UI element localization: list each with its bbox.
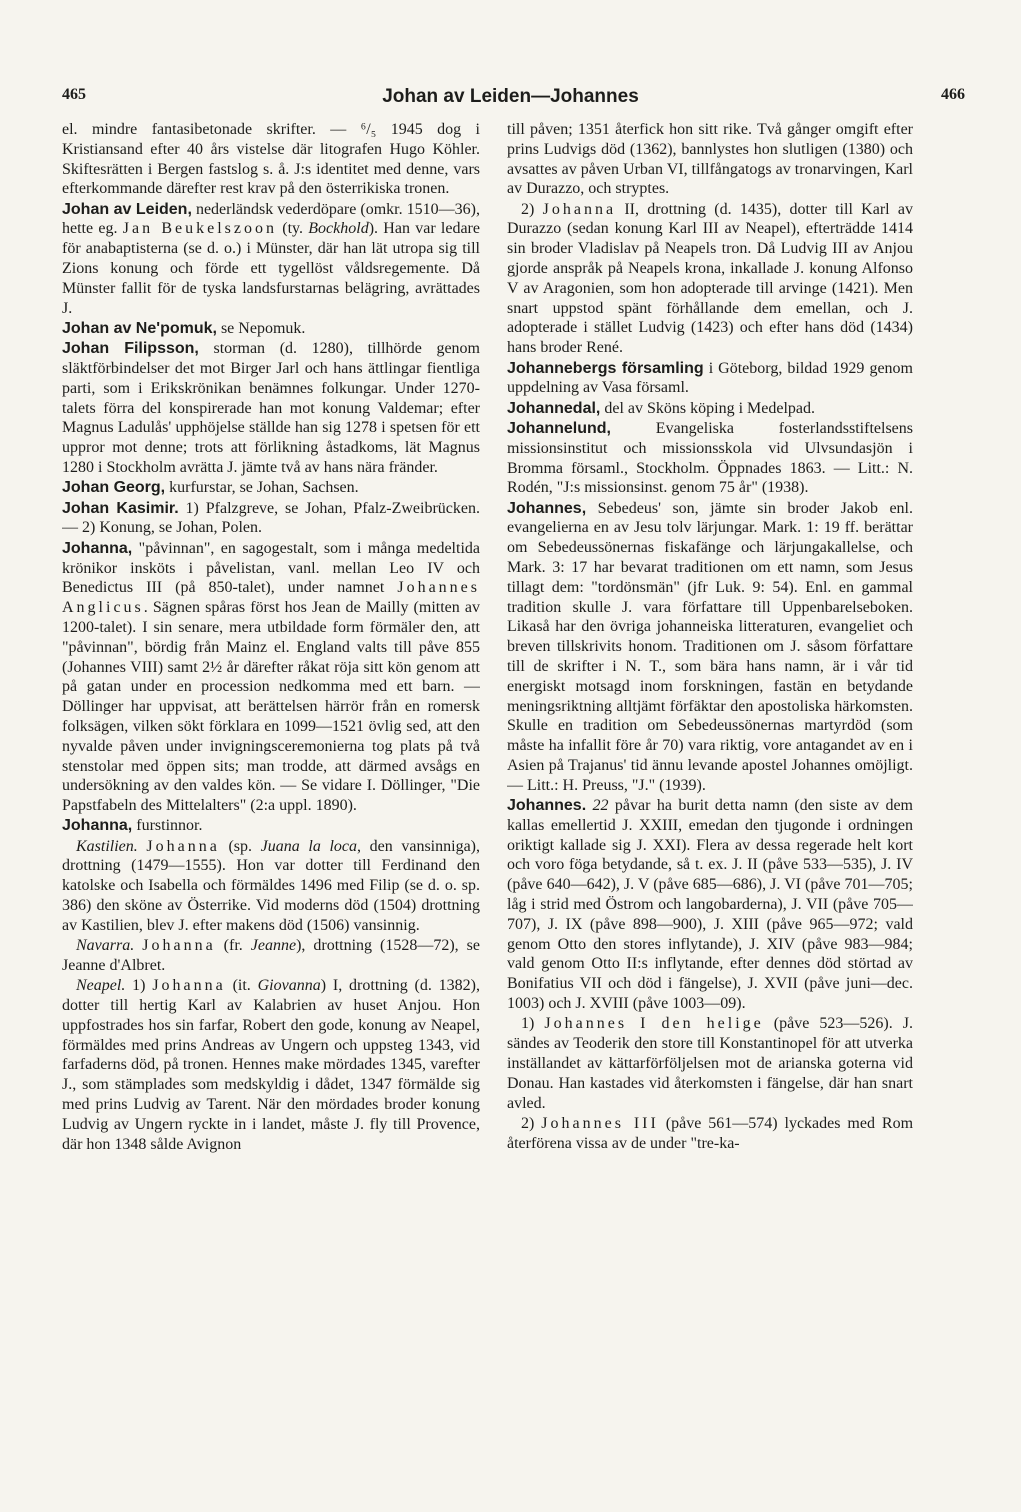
running-title: Johan av Leiden—Johannes [382, 86, 639, 107]
entry-text: (sp. [219, 837, 261, 855]
right-page-number: 466 [941, 86, 965, 103]
entry-headword: Johanna, [62, 817, 133, 835]
entry-headword: Johannes. [507, 797, 587, 815]
spaced-name: Johannes III [541, 1114, 659, 1132]
left-page-number: 465 [62, 86, 86, 103]
entry-headword: Johan Filipsson, [62, 340, 199, 358]
entry-headword: Johan Georg, [62, 479, 166, 497]
entry-text: påvar ha burit detta namn (den siste av dem kallas emellertid J. XXIII, emedan den tjugonde i ordningen oriktigt kallade sig J. XXI). Flera av dessa regerade helt kort och voro föga betydande, så t. ex. J. II (påve 533—535), J. IV (påve 640—642), J. V (påve 685—686), J. VI (påve 701—705; låg i strid med Östrom och langobarderna), J. VII (påve 705—707), J. IX (påve 898—900), J. XIII (påve 965—972; vald genom Otto den stores inflytande), J. XIV (påve 983—984; vald genom Otto II:s inflytande, efter dennes död störtad av Bonifatius VII och död i fängelse), J. XVII (påve juni—dec. 1003) och J. XVIII (påve 1003—09). [507, 797, 913, 1013]
spaced-name: Jan Beukelszoon [122, 220, 277, 238]
entry-text: 1) [521, 1015, 545, 1033]
italic-text: Bockhold [308, 220, 369, 238]
entry-headword: Johan Kasimir. [62, 499, 179, 517]
entry-paragraph [62, 976, 480, 1154]
spaced-name: Johanna [542, 200, 617, 218]
entry-paragraph [507, 1014, 913, 1113]
entry-text: (ty. [276, 220, 309, 238]
entry-paragraph [507, 359, 913, 399]
page-header [0, 78, 1021, 108]
italic-text: Giovanna [257, 977, 321, 995]
entry-headword: Johan av Ne'pomuk, [62, 319, 217, 337]
entry-text: , den vansinniga), drottning (1479—1555). Hon var dotter till Ferdinand den katolske och Isabella och förmäldes 1496 med Filip (se d. o. sp. 386) den sköne av Österrike. Vid moderns död (1504) drottning av Kastilien, blev J. efter makens död (1506) vansinnig. [62, 837, 480, 934]
entry-paragraph [62, 120, 480, 199]
italic-text: 22 [592, 797, 609, 815]
entry-text: (it. [225, 977, 258, 995]
entry-paragraph [62, 499, 480, 539]
entry-paragraph [62, 319, 480, 339]
entry-text: del av Sköns köping i Medelpad. [600, 399, 815, 417]
entry-text: Evangeliska fosterlandsstiftelsens missionsinstitut och missionsskola vid Ulvsundasjön i Bromma församl., Stockholm. Öppnades 1863. — Litt.: N. Rodén, "J:s missionsinst. genom 75 år" (1938). [507, 419, 913, 497]
entry-headword: Johannelund, [507, 419, 611, 437]
entry-headword: Johannedal, [507, 399, 601, 417]
entry-paragraph [62, 936, 480, 976]
spaced-name: Johanna [142, 937, 216, 955]
entry-text: 1) Pfalzgreve, se Johan, Pfalz-Zweibrücken. — 2) Konung, se Johan, Polen. [62, 499, 480, 537]
spaced-name: Johannes I den helige [544, 1015, 764, 1033]
spaced-name: Johanna [146, 837, 220, 855]
entry-text: till påven; 1351 återfick hon sitt rike. Två gånger omgift efter prins Ludvigs död (1362), bannlystes hon slutligen (1380) och avsattes av påven Urban VI, tillfångatogs av tronarvingen, Karl av Durazzo, och stryptes. [507, 121, 913, 198]
entry-text: . Sägnen spåras först hos Jean de Mailly (mitten av 1200-talet). I sin senare, mera utbildade form förmäler den, att "påvinnan", bördig från Mainz el. England valts till påve 855 (Johannes VIII) samt 2½ år därefter råkat röja sitt kön genom att på gatan under en procession nedkomma med ett barn. — Döllinger har uppvisat, att berättelsen härrör från en romersk folksägen, vilken sökt förklara en 1099—1521 övlig sed, att den nyvalde påven under invigningsceremonierna tog plats på två stenstolar med öppen sits; man trodde, att därmed avsågs en undersökning av den valdes kön. — Se vidare I. Döllinger, "Die Papstfabeln des Mittelalters" (2:a uppl. 1890). [62, 599, 480, 815]
entry-paragraph [62, 837, 480, 936]
entry-headword: Johanna, [62, 539, 133, 557]
entry-paragraph [507, 399, 913, 419]
entry-text: (påve 523—526). J. sändes av Teoderik den store till Konstantinopel för att utverka inställandet av kättarförföljelsen mot de arianska goterna vid Donau. Han kastades vid återkomsten i fängelse, där han snart avled. [507, 1015, 913, 1112]
entry-headword: Johan av Leiden, [62, 200, 192, 218]
entry-paragraph [62, 339, 480, 478]
entry-text: 1) [125, 977, 153, 995]
entry-text: 2) [521, 200, 543, 218]
entry-paragraph [62, 539, 480, 816]
entry-paragraph [62, 200, 480, 319]
entry-text: ) I, drottning (d. 1382), dotter till hertig Karl av Kalabrien av huset Anjou. Hon uppfostrades hos sin farfar, Robert den gode, konung av Neapel, förmäldes med prins Andreas av Ungern och uppsteg 1343, vid farfaderns död, på tronen. Hennes make mördades 1345, varefter J., som stämplades som medskyldig i dådet, 1347 förmälde sig med prins Ludvig av Tarent. När den mördades broder konung Ludvig av Ungern ryckte in i landet, måste J. fly till Provence, där hon 1348 sålde Avignon [62, 977, 480, 1153]
entry-text: 2) [521, 1114, 542, 1132]
left-column [62, 120, 480, 1500]
entry-headword: Johannebergs församling [507, 359, 704, 377]
entry-paragraph [62, 478, 480, 498]
entry-headword: Johannes, [507, 499, 587, 517]
entry-text: i Göteborg, bildad 1929 genom uppdelning av Vasa församl. [507, 359, 913, 397]
entry-text: nederländsk vederdöpare (omkr. 1510—36), hette eg. [62, 200, 480, 238]
entry-paragraph [507, 419, 913, 498]
entry-text: kurfurstar, se Johan, Sachsen. [165, 479, 359, 497]
entry-text: Sebedeus' son, jämte sin broder Jakob enl. evangelierna en av Jesu tolv lärjungar. Mark. 1: 19 ff. berättar om Sebedeussönernas fiskafänge och lärjungakallelse, och Mark. 3: 17 har bevarat traditionen om ett namn, som Jesus tillagt dem: "tordönsmän" (jfr Luk. 9: 54). Enl. en gammal tradition skulle J. vara författare till Uppenbarelseboken. Likaså har den övriga johanneiska litteraturen, evangeliet och breven tillskrivits honom. Traditionen om J. såsom författare till de skrifter i N. T., som bära hans namn, är i vår tid energiskt motsagd inom forskningen, fastän en betydande meningsriktning alltjämt förfäktar den apostoliska härkomsten. Skulle en tradition om Sebedeussönernas martyrdöd (som måste ha infallit före år 70) vara riktig, vore antagandet av en i Asien på Trajanus' tid ännu levande apostel Johannes omöjligt. — Litt.: H. Preuss, "J." (1939). [507, 499, 913, 794]
entry-text: ), drottning (1528—72), se Jeanne d'Albret. [62, 937, 480, 974]
spaced-name: Johanna [152, 977, 226, 995]
entry-paragraph [507, 796, 913, 1014]
entry-paragraph [507, 1114, 913, 1154]
entry-text: II, drottning (d. 1435), dotter till Karl av Durazzo (sedan konung Karl III av Neapel), efterträdde 1414 sin broder Vladislav på Neapels tron. Då Ludvig III av Anjou gjorde anspråk på Neapels krona, inkallade J. konung Alfonso V av Aragonien, som hon adopterade till arvinge (1421). Men snart uppstod spänt förhållande dem emellan, och J. adopterade i stället Ludvig (1423) och efter hans död (1434) hans broder René. [507, 200, 913, 357]
entry-text: furstinnor. [132, 817, 203, 835]
italic-text: Neapel. [76, 977, 126, 995]
italic-text: Juana la loca [260, 837, 357, 855]
entry-text: el. mindre fantasibetonade skrifter. — ⁶/₅ 1945 dog i Kristiansand efter 40 års vistelse där litografen Hugo Köhler. Skiftesrätten i Bergen fastslog s. å. J:s identitet med denne, vars efterkommande därefter rest krav på den österrikiska tronen. [62, 121, 480, 198]
entry-paragraph [62, 816, 480, 836]
entry-text: (fr. [215, 937, 251, 955]
italic-text: Kastilien. [76, 837, 138, 855]
entry-paragraph [507, 200, 913, 358]
entry-text: ). Han var ledare för anabaptisterna (se d. o.) i Münster, där han lät utropa sig till Zions konung och förde ett tygellöst våldsregemente. Då Münster fallit för de tyska landsfurstarnas belägring, avrättades J. [62, 220, 480, 317]
entry-text: (påve 561—574) lyckades med Rom återförena vissa av de under "tre-ka- [507, 1114, 913, 1152]
right-column [507, 120, 913, 1500]
entry-text: "påvinnan", en sagogestalt, som i många medeltida krönikor insköts i påvelistan, vanl. mellan Leo IV och Benedictus III (på 850-talet), under namnet [62, 539, 480, 597]
entry-paragraph [507, 499, 913, 796]
italic-text: Navarra. [76, 937, 135, 955]
entry-text: se Nepomuk. [216, 319, 306, 337]
entry-text: storman (d. 1280), tillhörde genom släktförbindelser det mot Birger Jarl och hans ättlingar fientliga parti, som i Erikskrönikan benämnes folkungar. Under 1270-talets förra del konspirerade han mot konung Valdemar; efter Magnus Ladulås' upphöjelse ställde han sig 1278 i spetsen för ett uppror mot denne; trots att förlikning åstadkoms, lät Magnus 1280 i Stockholm avrätta J. jämte två av hans nära fränder. [62, 340, 480, 477]
entry-paragraph [507, 120, 913, 199]
spaced-name: Johannes Anglicus [62, 579, 480, 617]
italic-text: Jeanne [250, 937, 297, 955]
